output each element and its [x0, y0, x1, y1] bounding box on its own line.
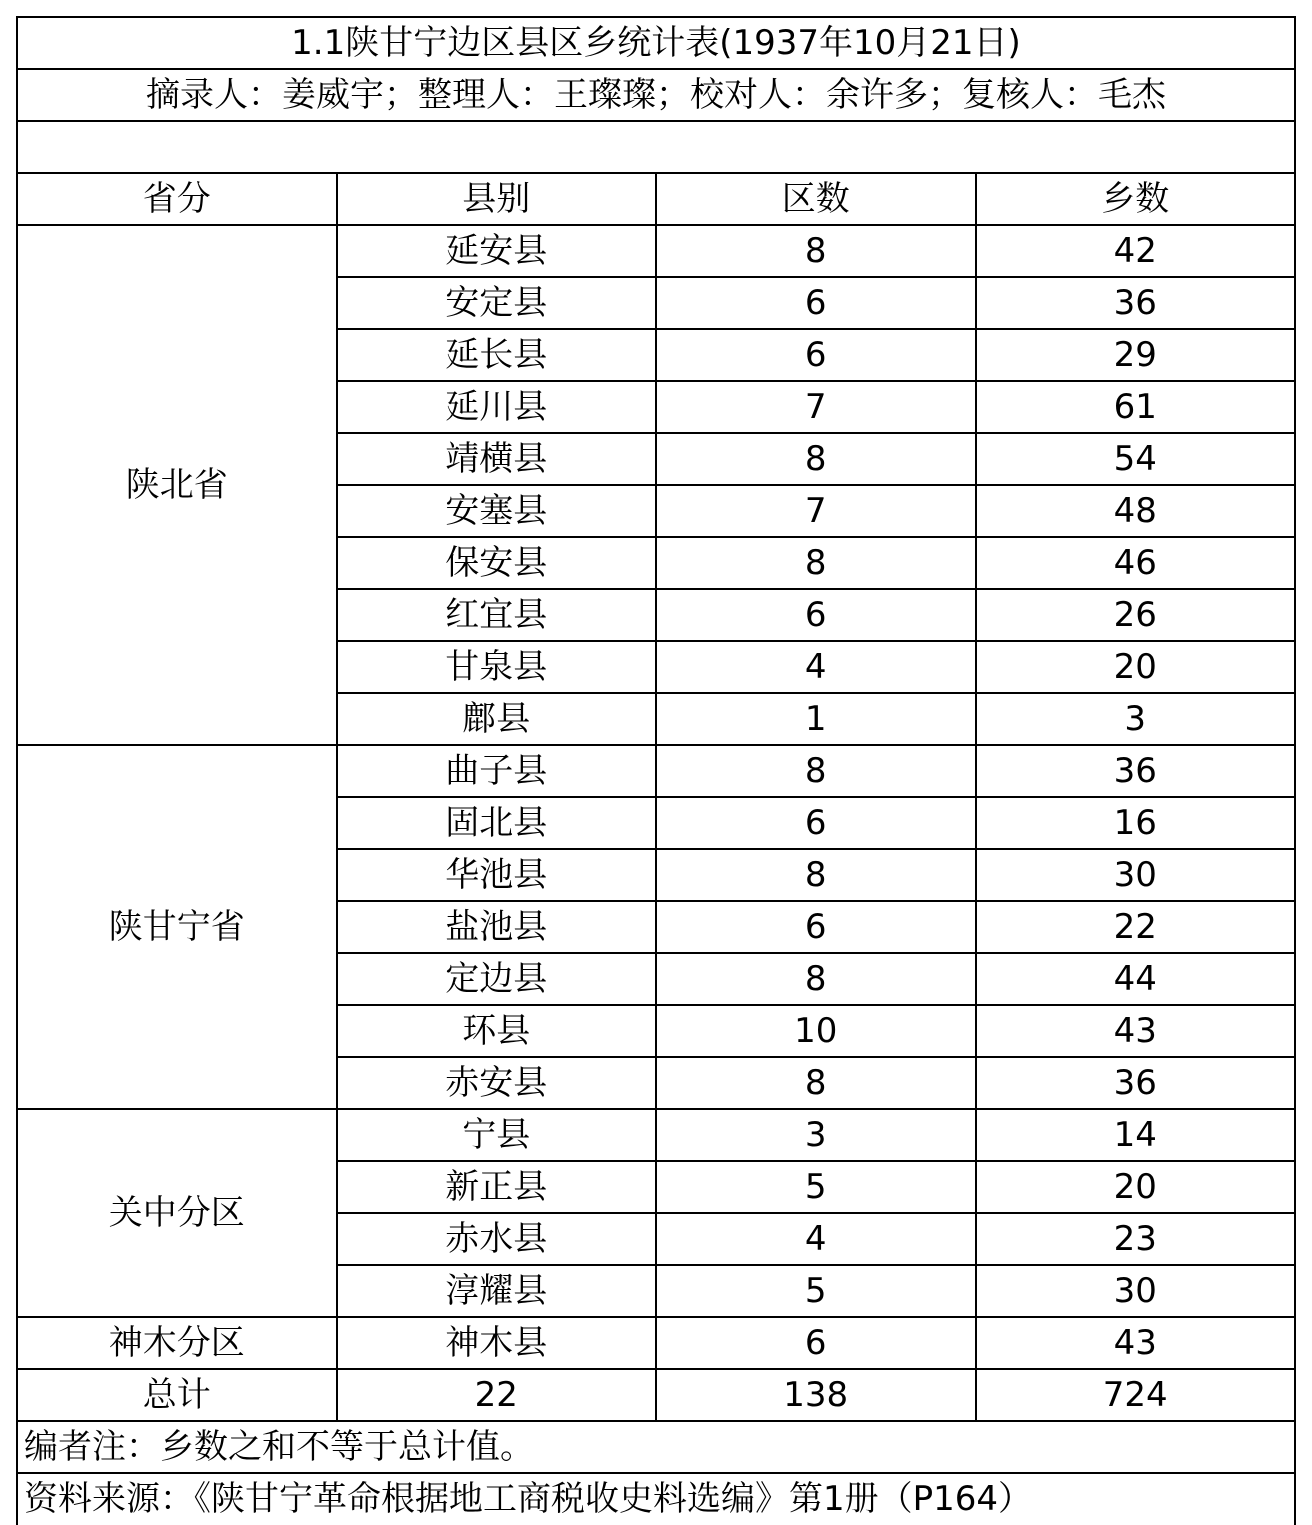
- districts-cell: 7: [656, 381, 976, 433]
- townships-cell: 54: [976, 433, 1296, 485]
- header-province: 省分: [17, 173, 337, 225]
- townships-cell: 61: [976, 381, 1296, 433]
- districts-cell: 7: [656, 485, 976, 537]
- province-cell: 关中分区: [17, 1109, 337, 1317]
- districts-cell: 5: [656, 1161, 976, 1213]
- townships-cell: 30: [976, 849, 1296, 901]
- districts-cell: 6: [656, 329, 976, 381]
- districts-cell: 8: [656, 849, 976, 901]
- source-row: [17, 1473, 1295, 1525]
- townships-cell: 22: [976, 901, 1296, 953]
- townships-cell: 36: [976, 745, 1296, 797]
- county-cell: 赤水县: [337, 1213, 657, 1265]
- county-cell: 盐池县: [337, 901, 657, 953]
- header-districts: 区数: [656, 173, 976, 225]
- townships-cell: 46: [976, 537, 1296, 589]
- districts-cell: 6: [656, 901, 976, 953]
- districts-cell: 3: [656, 1109, 976, 1161]
- townships-cell: 48: [976, 485, 1296, 537]
- total-counties: 22: [337, 1369, 657, 1421]
- districts-cell: 6: [656, 1317, 976, 1369]
- table-body: [17, 17, 1295, 1525]
- county-cell: 神木县: [337, 1317, 657, 1369]
- districts-cell: 4: [656, 1213, 976, 1265]
- editor-note: 编者注：乡数之和不等于总计值。: [17, 1421, 1295, 1473]
- districts-cell: 8: [656, 433, 976, 485]
- townships-cell: 42: [976, 225, 1296, 277]
- townships-cell: 29: [976, 329, 1296, 381]
- districts-cell: 6: [656, 589, 976, 641]
- county-cell: 淳耀县: [337, 1265, 657, 1317]
- county-cell: 延长县: [337, 329, 657, 381]
- province-cell: 陕甘宁省: [17, 745, 337, 1109]
- table-row: [17, 745, 1295, 797]
- townships-cell: 26: [976, 589, 1296, 641]
- total-districts: 138: [656, 1369, 976, 1421]
- county-township-statistics-table: [16, 16, 1296, 1525]
- title-row: [17, 17, 1295, 69]
- districts-cell: 8: [656, 1057, 976, 1109]
- townships-cell: 20: [976, 1161, 1296, 1213]
- credits-row: [17, 69, 1295, 121]
- townships-cell: 14: [976, 1109, 1296, 1161]
- county-cell: 固北县: [337, 797, 657, 849]
- townships-cell: 23: [976, 1213, 1296, 1265]
- townships-cell: 36: [976, 1057, 1296, 1109]
- header-townships: 乡数: [976, 173, 1296, 225]
- county-cell: 延安县: [337, 225, 657, 277]
- county-cell: 靖横县: [337, 433, 657, 485]
- districts-cell: 5: [656, 1265, 976, 1317]
- districts-cell: 6: [656, 277, 976, 329]
- townships-cell: 20: [976, 641, 1296, 693]
- townships-cell: 3: [976, 693, 1296, 745]
- districts-cell: 6: [656, 797, 976, 849]
- districts-cell: 1: [656, 693, 976, 745]
- county-cell: 延川县: [337, 381, 657, 433]
- county-cell: 华池县: [337, 849, 657, 901]
- province-cell: 神木分区: [17, 1317, 337, 1369]
- table-row: [17, 1317, 1295, 1369]
- editor-note-row: [17, 1421, 1295, 1473]
- credits-line: 摘录人：姜威宇；整理人：王璨璨；校对人：余许多；复核人：毛杰: [17, 69, 1295, 121]
- county-cell: 赤安县: [337, 1057, 657, 1109]
- header-county: 县别: [337, 173, 657, 225]
- province-cell: 陕北省: [17, 225, 337, 745]
- county-cell: 曲子县: [337, 745, 657, 797]
- total-townships: 724: [976, 1369, 1296, 1421]
- districts-cell: 8: [656, 537, 976, 589]
- source-note: 资料来源：《陕甘宁革命根据地工商税收史料选编》第1册（P164）: [17, 1473, 1295, 1525]
- townships-cell: 36: [976, 277, 1296, 329]
- county-cell: 宁县: [337, 1109, 657, 1161]
- county-cell: 鄜县: [337, 693, 657, 745]
- districts-cell: 8: [656, 745, 976, 797]
- table-row: [17, 225, 1295, 277]
- townships-cell: 30: [976, 1265, 1296, 1317]
- total-row: [17, 1369, 1295, 1421]
- county-cell: 定边县: [337, 953, 657, 1005]
- county-cell: 安定县: [337, 277, 657, 329]
- townships-cell: 43: [976, 1005, 1296, 1057]
- table-row: [17, 1109, 1295, 1161]
- total-label: 总计: [17, 1369, 337, 1421]
- county-cell: 环县: [337, 1005, 657, 1057]
- townships-cell: 16: [976, 797, 1296, 849]
- districts-cell: 4: [656, 641, 976, 693]
- county-cell: 红宜县: [337, 589, 657, 641]
- header-row: [17, 173, 1295, 225]
- townships-cell: 44: [976, 953, 1296, 1005]
- county-cell: 安塞县: [337, 485, 657, 537]
- county-cell: 甘泉县: [337, 641, 657, 693]
- blank-cell: [17, 121, 1295, 173]
- townships-cell: 43: [976, 1317, 1296, 1369]
- districts-cell: 10: [656, 1005, 976, 1057]
- blank-row: [17, 121, 1295, 173]
- table-title: 1.1陕甘宁边区县区乡统计表(1937年10月21日): [17, 17, 1295, 69]
- county-cell: 新正县: [337, 1161, 657, 1213]
- county-cell: 保安县: [337, 537, 657, 589]
- districts-cell: 8: [656, 953, 976, 1005]
- districts-cell: 8: [656, 225, 976, 277]
